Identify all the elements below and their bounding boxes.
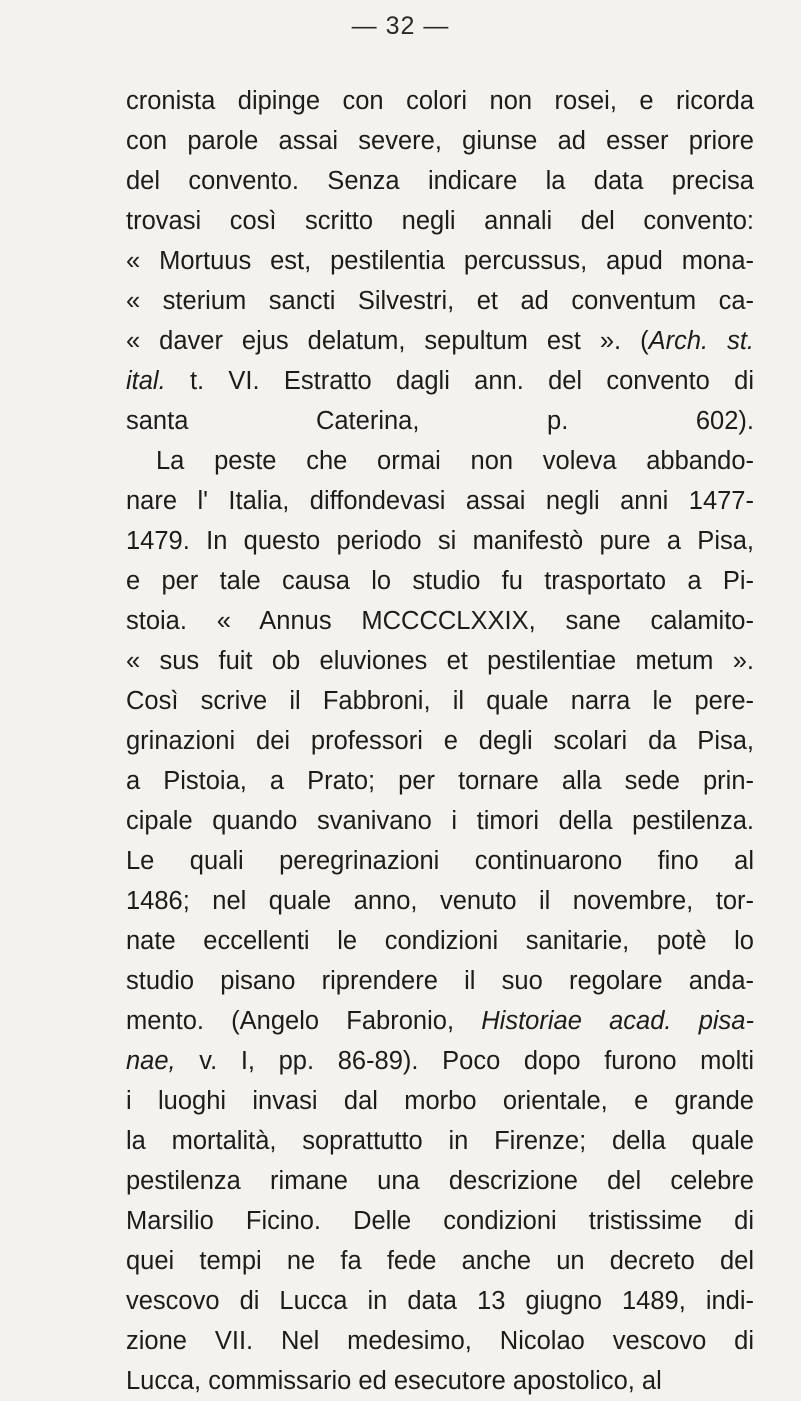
text-segment: i luoghi invasi dal morbo orientale, e grande — [126, 1087, 754, 1115]
text-segment: del convento. Senza indicare la data precisa — [126, 167, 754, 195]
text-segment: « sterium sancti Silvestri, et ad conventum ca- — [126, 287, 754, 315]
text-line — [126, 641, 754, 681]
text-segment: stoia. « Annus MCCCCLXXIX, sane calamito- — [126, 607, 754, 635]
text-line — [126, 601, 754, 641]
text-line — [126, 481, 754, 521]
text-segment: pestilenza rimane una descrizione del celebre — [126, 1167, 754, 1195]
text-segment: v. I, pp. 86-89). Poco dopo furono molti — [175, 1047, 754, 1075]
text-line — [126, 1161, 754, 1201]
text-line — [126, 281, 754, 321]
text-segment: la mortalità, soprattutto in Firenze; della quale — [126, 1127, 754, 1155]
text-line — [126, 881, 754, 921]
text-segment: cronista dipinge con colori non rosei, e ricorda — [126, 87, 754, 115]
text-segment: e per tale causa lo studio fu trasportato a Pi- — [126, 567, 754, 595]
text-line — [126, 201, 754, 241]
text-line — [126, 761, 754, 801]
body-text — [126, 81, 754, 1401]
text-line — [126, 841, 754, 881]
italic-citation: Arch. st. — [648, 327, 754, 355]
text-segment: Marsilio Ficino. Delle condizioni tristissime di — [126, 1207, 754, 1235]
text-line — [126, 561, 754, 601]
text-line — [126, 1281, 754, 1321]
text-line — [126, 161, 754, 201]
text-segment: nate eccellenti le condizioni sanitarie, potè lo — [126, 927, 754, 955]
italic-citation: Historiae acad. pisa- — [481, 1007, 754, 1035]
text-segment: t. VI. Estratto dagli ann. del convento di — [165, 367, 754, 395]
text-line — [126, 921, 754, 961]
text-segment: La peste che ormai non voleva abbando- — [156, 447, 754, 475]
italic-citation: ital. — [126, 367, 166, 395]
text-segment: studio pisano riprendere il suo regolare anda- — [126, 967, 754, 995]
text-line — [126, 1241, 754, 1281]
text-segment: 1486; nel quale anno, venuto il novembre, tor- — [126, 887, 754, 915]
text-line — [126, 361, 754, 401]
text-line — [126, 681, 754, 721]
text-segment: « sus fuit ob eluviones et pestilentiae metum ». — [126, 647, 754, 675]
text-segment: cipale quando svanivano i timori della pestilenza. — [126, 807, 754, 835]
text-line — [126, 441, 754, 481]
text-line — [126, 1321, 754, 1361]
italic-citation: nae, — [126, 1047, 176, 1075]
text-segment: « Mortuus est, pestilentia percussus, apud mona- — [126, 247, 754, 275]
text-segment: vescovo di Lucca in data 13 giugno 1489, indi- — [126, 1287, 754, 1315]
text-segment: quei tempi ne fa fede anche un decreto del — [126, 1247, 754, 1275]
text-line — [126, 1081, 754, 1121]
text-line — [126, 81, 754, 121]
text-line — [126, 1201, 754, 1241]
text-segment: santa Caterina, p. 602). — [126, 407, 754, 435]
text-segment: grinazioni dei professori e degli scolari da Pisa, — [126, 727, 754, 755]
text-line — [126, 801, 754, 841]
text-segment: trovasi così scritto negli annali del convento: — [126, 207, 754, 235]
text-segment: zione VII. Nel medesimo, Nicolao vescovo di — [126, 1327, 754, 1355]
text-segment: con parole assai severe, giunse ad esser priore — [126, 127, 754, 155]
text-line — [126, 721, 754, 761]
text-segment: Lucca, commissario ed esecutore apostolico, al — [126, 1367, 662, 1395]
text-line — [126, 121, 754, 161]
page-number: — 32 — — [351, 12, 450, 40]
text-line — [126, 1041, 754, 1081]
text-line — [126, 1121, 754, 1161]
text-segment: Così scrive il Fabbroni, il quale narra le pere- — [126, 687, 754, 715]
text-segment: nare l' Italia, diffondevasi assai negli anni 1477- — [126, 487, 754, 515]
text-segment: Le quali peregrinazioni continuarono fino al — [126, 847, 754, 875]
text-segment: 1479. In questo periodo si manifestò pure a Pisa, — [126, 527, 754, 555]
text-segment: « daver ejus delatum, sepultum est ». ( — [126, 327, 649, 355]
text-line — [126, 241, 754, 281]
text-line — [126, 401, 754, 441]
text-line — [126, 321, 754, 361]
text-line — [126, 521, 754, 561]
text-line — [126, 961, 754, 1001]
text-line — [126, 1361, 754, 1401]
text-segment: a Pistoia, a Prato; per tornare alla sede prin- — [126, 767, 754, 795]
text-segment: mento. (Angelo Fabronio, — [126, 1007, 482, 1035]
text-line — [126, 1001, 754, 1041]
